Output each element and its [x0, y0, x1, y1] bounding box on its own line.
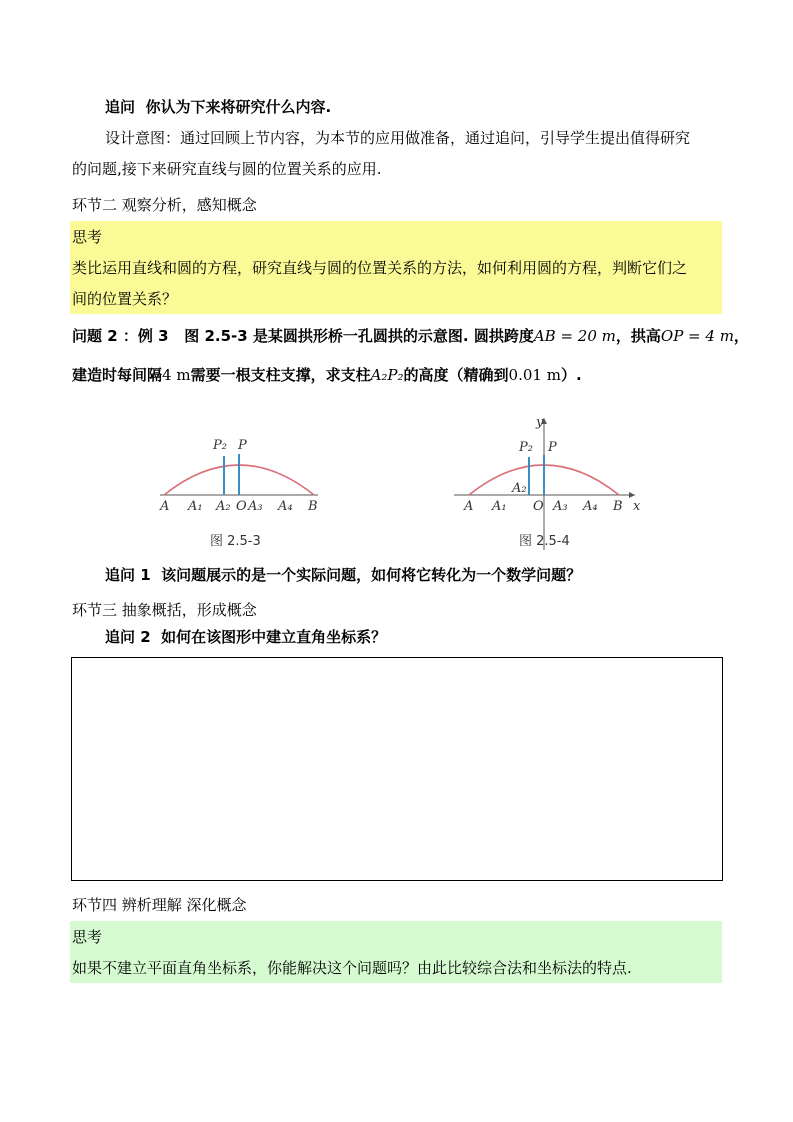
- section-2-title: 环节二 观察分析，感知概念: [72, 196, 257, 214]
- label2-a4: A₄: [583, 499, 598, 514]
- label-a2: A₂: [216, 499, 231, 514]
- think2-text: 如果不建立平面直角坐标系，你能解决这个问题吗？由此比较综合法和坐标法的特点.: [72, 959, 632, 977]
- label2-o: O: [533, 499, 544, 514]
- problem-2-text2: ，拱高: [615, 327, 661, 345]
- label2-p: P: [548, 440, 557, 455]
- label-b: B: [308, 499, 318, 514]
- figure-2-5-3: [150, 430, 330, 555]
- followup-2-label: 追问 2: [105, 628, 151, 646]
- section-4-title: 环节四 辨析理解 深化概念: [72, 896, 247, 914]
- label2-b: B: [613, 499, 623, 514]
- think-line2: 间的位置关系？: [72, 290, 178, 308]
- eq-precision: 0.01 m: [508, 366, 561, 384]
- figure-caption-2: 图 2.5-4: [519, 534, 570, 549]
- label-a1: A₁: [188, 499, 203, 514]
- label-o: O: [236, 499, 247, 514]
- problem-2-text6: 的高度（精确到: [403, 366, 509, 384]
- label2-a1: A₁: [492, 499, 507, 514]
- answer-box[interactable]: [71, 657, 723, 881]
- followup-2-text: 如何在该图形中建立直角坐标系？: [161, 628, 387, 646]
- label2-a: A: [464, 499, 474, 514]
- label2-a2: A₂: [512, 481, 527, 496]
- problem-2-text1: 图 2.5-3 是某圆拱形桥一孔圆拱的示意图. 圆拱跨度: [184, 327, 534, 345]
- figure-caption-1: 图 2.5-3: [210, 534, 261, 549]
- followup-1-label: 追问 1: [105, 566, 151, 584]
- problem-2-label: 问题 2 ：例 3: [72, 327, 169, 345]
- figure-2-5-4: [452, 410, 652, 555]
- followup-2: [105, 625, 386, 649]
- followup-intro-text: 你认为下来将研究什么内容.: [145, 98, 332, 116]
- problem-2-text3: ，: [733, 327, 749, 345]
- label2-a3: A₃: [553, 499, 568, 514]
- think-label: 思考: [72, 228, 103, 246]
- problem-2-text7: ）.: [560, 366, 582, 384]
- label2-p2: P₂: [519, 440, 533, 455]
- eq-a2p2: A₂P₂: [370, 366, 404, 384]
- label-a4: A₄: [278, 499, 293, 514]
- followup-intro-label: 追问: [105, 98, 136, 116]
- eq-interval: 4 m: [162, 366, 191, 384]
- think2-label: 思考: [72, 928, 103, 946]
- problem-2-text4: 建造时每间隔: [72, 366, 163, 384]
- followup-1-text: 该问题展示的是一个实际问题，如何将它转化为一个数学问题？: [161, 566, 582, 584]
- followup-1: [105, 563, 581, 587]
- design-intent-line2: 的问题,接下来研究直线与圆的位置关系的应用.: [72, 160, 382, 178]
- label-a: A: [160, 499, 170, 514]
- think-line1: 类比运用直线和圆的方程，研究直线与圆的位置关系的方法，如何利用圆的方程，判断它们之: [72, 259, 688, 277]
- x-axis-arrow: [629, 492, 635, 498]
- label2-y: y: [536, 415, 544, 430]
- label-p: P: [238, 438, 247, 453]
- section-3-title: 环节三 抽象概括，形成概念: [72, 601, 257, 619]
- problem-2-text5: 需要一根支柱支撑，求支柱: [190, 366, 371, 384]
- label-a3: A₃: [248, 499, 263, 514]
- eq-ab: AB = 20 m: [533, 327, 616, 345]
- eq-op: OP = 4 m: [660, 327, 734, 345]
- label-p2: P₂: [213, 438, 227, 453]
- problem-2-line1: [72, 324, 749, 348]
- followup-intro: [105, 95, 331, 119]
- label2-x: x: [633, 499, 641, 514]
- problem-2-line2: [72, 363, 582, 387]
- design-intent-line1: 设计意图：通过回顾上节内容，为本节的应用做准备，通过追问，引导学生提出值得研究: [105, 129, 691, 147]
